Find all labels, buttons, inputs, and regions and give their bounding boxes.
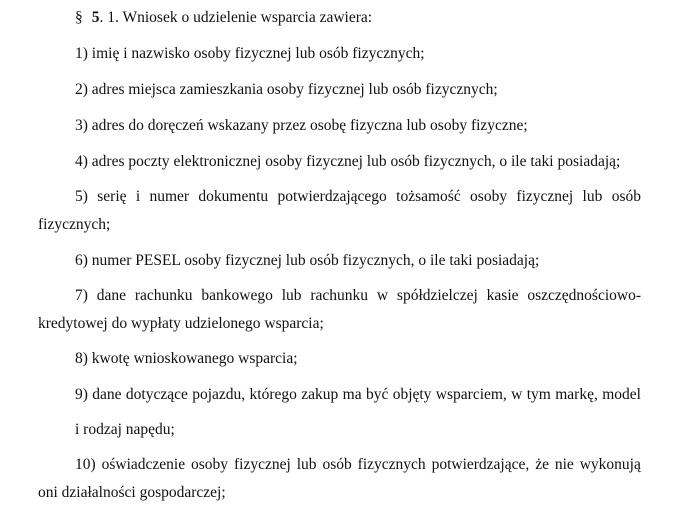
section-number: 5 — [91, 9, 100, 26]
list-item-4: 4) adres poczty elektronicznej osoby fizycznej lub osób fizycznych, o ile taki posiadają; — [75, 153, 621, 170]
word: w — [511, 386, 523, 403]
word: dane — [96, 287, 127, 304]
word: ma — [342, 386, 362, 403]
word: potwierdzające, — [431, 456, 530, 473]
word: 10) — [75, 456, 96, 473]
word: oświadczenie — [101, 456, 186, 473]
word: potwierdzającego — [277, 188, 387, 205]
word: numer — [149, 188, 190, 205]
word: być — [365, 386, 389, 403]
list-item-10-line-1 — [75, 456, 641, 474]
word: bankowego — [201, 287, 273, 304]
word: osób — [322, 456, 352, 473]
word: którego — [249, 386, 297, 403]
word: osoby — [191, 456, 229, 473]
word: lub — [582, 188, 603, 205]
list-item-3: 3) adres do doręczeń wskazany przez osobę fizyczna lub osoby fizyczne; — [75, 117, 528, 134]
list-item-7-line-2: kredytowej do wypłaty udzielonego wsparcia; — [38, 315, 324, 332]
list-item-6: 6) numer PESEL osoby fizycznej lub osób fizycznych, o ile taki posiadają; — [75, 252, 540, 269]
word: serię — [97, 188, 127, 205]
word: fizycznej — [233, 456, 291, 473]
word: oszczędnościowo- — [527, 287, 641, 304]
word: dane — [92, 386, 122, 403]
word: wykonują — [579, 456, 641, 473]
word: model — [602, 386, 641, 403]
word: że — [535, 456, 549, 473]
word: objęty — [392, 386, 432, 403]
section-heading-text: . 1. Wniosek o udzielenie wsparcia zawiera: — [99, 9, 373, 26]
word: zakup — [301, 386, 339, 403]
word: lub — [296, 456, 317, 473]
list-item-8: 8) kwotę wnioskowanego wsparcia; — [75, 350, 298, 367]
word: rachunku — [134, 287, 193, 304]
word: i — [135, 188, 141, 205]
word: tym — [526, 386, 551, 403]
word: nie — [554, 456, 574, 473]
word: 7) — [75, 287, 88, 304]
word: tożsamość — [396, 188, 461, 205]
word: spółdzielczej — [396, 287, 478, 304]
word: pojazdu, — [192, 386, 246, 403]
word: lub — [281, 287, 302, 304]
list-item-10-line-2: oni działalności gospodarczej; — [38, 484, 226, 501]
word: dokumentu — [198, 188, 269, 205]
word: fizycznych — [357, 456, 426, 473]
section-heading — [75, 9, 372, 27]
word: w — [376, 287, 389, 304]
list-item-5-line-1 — [75, 188, 641, 206]
word: wsparciem, — [435, 386, 507, 403]
word: 9) — [75, 386, 88, 403]
list-item-5-line-2: fizycznych; — [38, 216, 111, 233]
list-item-7-line-1 — [75, 287, 641, 305]
section-sign: § — [75, 9, 83, 26]
word: markę, — [555, 386, 598, 403]
word: fizycznej — [516, 188, 574, 205]
word: kasie — [486, 287, 519, 304]
word: rachunku — [310, 287, 369, 304]
list-item-2: 2) adres miejsca zamieszkania osoby fizycznej lub osób fizycznych; — [75, 81, 498, 98]
list-item-9-line-2: i rodzaj napędu; — [75, 421, 175, 438]
list-item-1: 1) imię i nazwisko osoby fizycznej lub osób fizycznych; — [75, 45, 425, 62]
word: osoby — [470, 188, 508, 205]
word: osób — [611, 188, 641, 205]
word: 5) — [75, 188, 88, 205]
list-item-9-line-1 — [75, 386, 641, 404]
word: dotyczące — [125, 386, 188, 403]
